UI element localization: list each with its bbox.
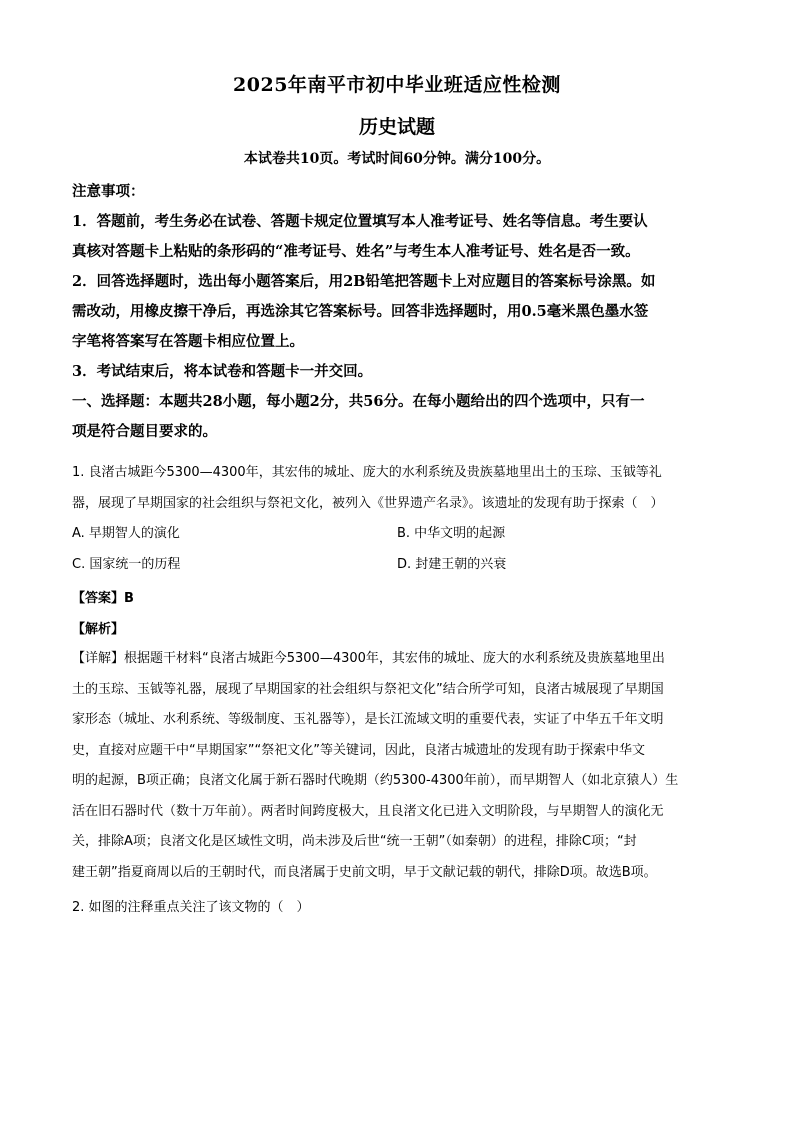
question-1-option-a: A. 早期智人的演化	[72, 526, 180, 541]
question-1-answer: 【答案】B	[72, 591, 134, 606]
question-1-option-c: C. 国家统一的历程	[72, 557, 181, 572]
question-1-option-b: B. 中华文明的起源	[397, 526, 506, 541]
question-1-detail-line-7: 关，排除A项；良渚文化是区域性文明，尚未涉及后世“统一王朝”（如秦朝）的进程，排除C项；“封	[72, 834, 637, 849]
exam-subject: 历史试题	[358, 116, 435, 138]
question-1-option-d: D. 封建王朝的兴衰	[397, 557, 507, 572]
question-1-detail-line-2: 土的玉琮、玉钺等礼器，展现了早期国家的社会组织与祭祀文化”结合所学可知，良渚古城展现了早期国	[72, 681, 664, 697]
notice-item-1-line-2: 真核对答题卡上粘贴的条形码的“准考证号、姓名”与考生本人准考证号、姓名是否一致。	[72, 243, 640, 260]
question-1-stem	[72, 458, 722, 519]
question-1-detail-line-6: 活在旧石器时代（数十万年前）。两者时间跨度极大，且良渚文化已进入文明阶段，与早期智人的演化无	[72, 803, 664, 819]
section-1-heading-line-1: 一、选择题：本题共28小题，每小题2分，共56分。在每小题给出的四个选项中，只有一	[72, 393, 645, 410]
notice-item-2-line-2: 需改动，用橡皮擦干净后，再选涂其它答案标号。回答非选择题时，用0.5毫米黑色墨水签	[72, 303, 649, 320]
question-1-detail-line-5: 明的起源，B项正确；良渚文化属于新石器时代晚期（约5300-4300年前），而早期智人（如北京猿人）生	[72, 773, 679, 788]
question-1-detail-line-3: 家形态（城址、水利系统、等级制度、玉礼器等），是长江流域文明的重要代表，实证了中华五千年文明	[72, 712, 664, 727]
question-2-stem: 2. 如图的注释重点关注了该文物的（ ）	[72, 900, 310, 915]
notice-item-2-line-3: 字笔将答案写在答题卡相应位置上。	[72, 333, 304, 350]
question-1-detail-line-1: 【详解】根据题干材料“良渚古城距今5300—4300年，其宏伟的城址、庞大的水利系统及贵族墓地里出	[72, 651, 665, 666]
question-1-detail-line-4: 史，直接对应题干中“早期国家”“祭祀文化”等关键词，因此，良渚古城遗址的发现有助于探索中华文	[72, 742, 645, 758]
exam-info: 本试卷共10页。考试时间60分钟。满分100分。	[243, 151, 551, 167]
notice-heading: 注意事项：	[72, 183, 145, 200]
notice-item-3: 3．考试结束后，将本试卷和答题卡一并交回。	[72, 363, 373, 380]
question-1-stem-line-2: 器，展现了早期国家的社会组织与祭祀文化，被列入《世界遗产名录》。该遗址的发现有助于探索（ ）	[72, 495, 664, 511]
notice-item-1-line-1: 1．答题前，考生务必在试卷、答题卡规定位置填写本人准考证号、姓名等信息。考生要认	[72, 213, 648, 230]
notice-block	[72, 177, 722, 447]
question-1-analysis-label: 【解析】	[72, 622, 125, 637]
section-1-heading-line-2: 项是符合题目要求的。	[72, 423, 217, 440]
question-1-detail-line-8: 建王朝”指夏商周以后的王朝时代，而良渚属于史前文明，早于文献记载的朝代，排除D项。故选B项。	[72, 864, 657, 880]
question-1-detail	[72, 644, 722, 888]
question-1-stem-line-1: 1. 良渚古城距今5300—4300年，其宏伟的城址、庞大的水利系统及贵族墓地里出土的玉琮、玉钺等礼	[72, 465, 662, 480]
exam-title: 2025年南平市初中毕业班适应性检测	[233, 74, 561, 96]
notice-item-2-line-1: 2．回答选择题时，选出每小题答案后，用2B铅笔把答题卡上对应题目的答案标号涂黑。如	[72, 273, 656, 290]
